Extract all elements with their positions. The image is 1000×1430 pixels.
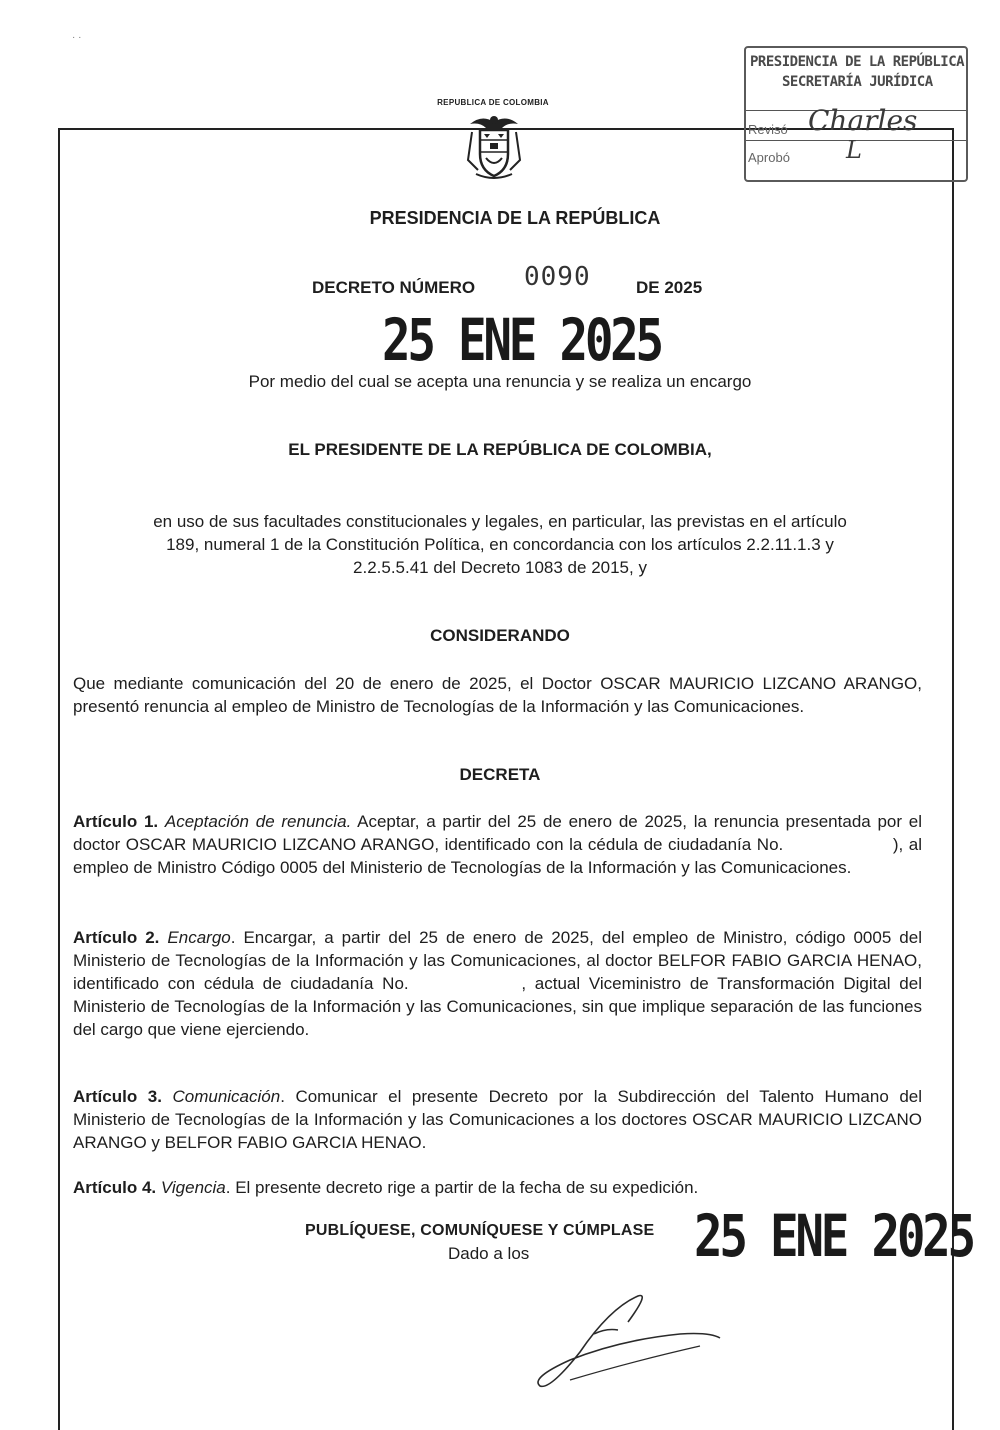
presidencia-heading: PRESIDENCIA DE LA REPÚBLICA — [369, 208, 661, 228]
articulo-title: Comunicación — [172, 1087, 281, 1106]
articulo-title: Aceptación de renuncia. — [164, 812, 352, 831]
scan-mark: · · — [72, 32, 82, 43]
stamp-line-1: PRESIDENCIA DE LA REPÚBLICA — [750, 54, 965, 70]
articulo-2 — [73, 926, 922, 1041]
considerando-heading: CONSIDERANDO — [430, 626, 570, 645]
articulo-title: Encargo — [167, 928, 231, 947]
articulo-1 — [73, 810, 922, 879]
dado-a-los: Dado a los — [448, 1244, 530, 1263]
articulo-label: Artículo 1. — [73, 812, 159, 831]
articulo-label: Artículo 4. — [73, 1178, 157, 1197]
signature — [510, 1282, 740, 1391]
publiquese-line: PUBLÍQUESE, COMUNÍQUESE Y CÚMPLASE — [305, 1222, 655, 1239]
coat-of-arms-icon — [462, 110, 526, 180]
articulo-text: . Encargar, a partir del 25 de enero de 2025, del empleo de Ministro, código 0005 del Ministerio de Tecnologías de la Información y las Comunicaciones, al doctor BELFOR FABIO GARCIA HENAO, identificado con cédula de ciudadanía No. — [73, 928, 922, 993]
approval-stamp — [744, 46, 968, 182]
presidente-heading: EL PRESIDENTE DE LA REPÚBLICA DE COLOMBIA, — [288, 440, 712, 459]
facultades-line: en uso de sus facultades constitucionales y legales, en particular, las previstas en el artículo — [153, 512, 847, 531]
republica-label — [0, 98, 1000, 107]
facultades-line: 2.2.5.5.41 del Decreto 1083 de 2015, y — [353, 558, 647, 577]
articulo-4 — [73, 1176, 922, 1199]
date-stamp: 25 ENE 2025 — [382, 306, 661, 374]
decreta-heading: DECRETA — [459, 765, 541, 784]
articulo-label: Artículo 3. — [73, 1087, 162, 1106]
stamp-reviso-initials: Charles — [808, 104, 918, 137]
articulo-title: Vigencia — [160, 1178, 226, 1197]
articulo-text: , actual Viceministro de Transformación Digital del Ministerio de Tecnologías de la Información y las Comunicaciones, sin que implique separación de las funciones del cargo que viene ejerciendo. — [73, 974, 922, 1039]
stamp-aprobo-label: Aprobó — [748, 150, 790, 165]
closing-date-stamp: 25 ENE 2025 — [694, 1202, 973, 1270]
facultades-line: 189, numeral 1 de la Constitución Política, en concordancia con los artículos 2.2.11.1.3 y — [166, 535, 834, 554]
articulo-text: ), al empleo de Ministro Código 0005 del Ministerio de Tecnologías de la Información y las Comunicaciones. — [73, 835, 922, 877]
stamp-line-2: SECRETARÍA JURÍDICA — [782, 74, 933, 90]
decreto-label: DECRETO NÚMERO — [312, 278, 476, 297]
articulo-label: Artículo 2. — [73, 928, 160, 947]
articulo-text: Aceptar, a partir del 25 de enero de 2025, la renuncia presentada por el doctor OSCAR MAURICIO LIZCANO ARANGO, identificado con la cédula de ciudadanía No. — [73, 812, 922, 854]
stamp-aprobo-initials: L — [846, 136, 862, 164]
articulo-text: . El presente decreto rige a partir de la fecha de su expedición. — [225, 1178, 699, 1197]
decreto-numero: 0090 — [524, 262, 591, 292]
stamp-reviso-label: Revisó — [748, 122, 788, 137]
decree-subtitle: Por medio del cual se acepta una renuncia y se realiza un encargo — [248, 372, 752, 391]
articulo-3 — [73, 1085, 922, 1154]
decreto-anio: DE 2025 — [636, 278, 703, 297]
republica-text: REPUBLICA DE COLOMBIA — [437, 98, 549, 107]
considerando-paragraph: Que mediante comunicación del 20 de enero de 2025, el Doctor OSCAR MAURICIO LIZCANO ARANGO, presentó renuncia al empleo de Ministro de Tecnologías de la Información y las Comunicaciones. — [73, 674, 922, 716]
facultades-paragraph — [0, 510, 1000, 579]
articulo-text: . Comunicar el presente Decreto por la Subdirección del Talento Humano del Ministerio de Tecnologías de la Información y las Comunicaciones a los doctores OSCAR MAURICIO LIZCANO ARANGO y BELFOR FABIO GARCIA HENAO. — [73, 1087, 923, 1152]
